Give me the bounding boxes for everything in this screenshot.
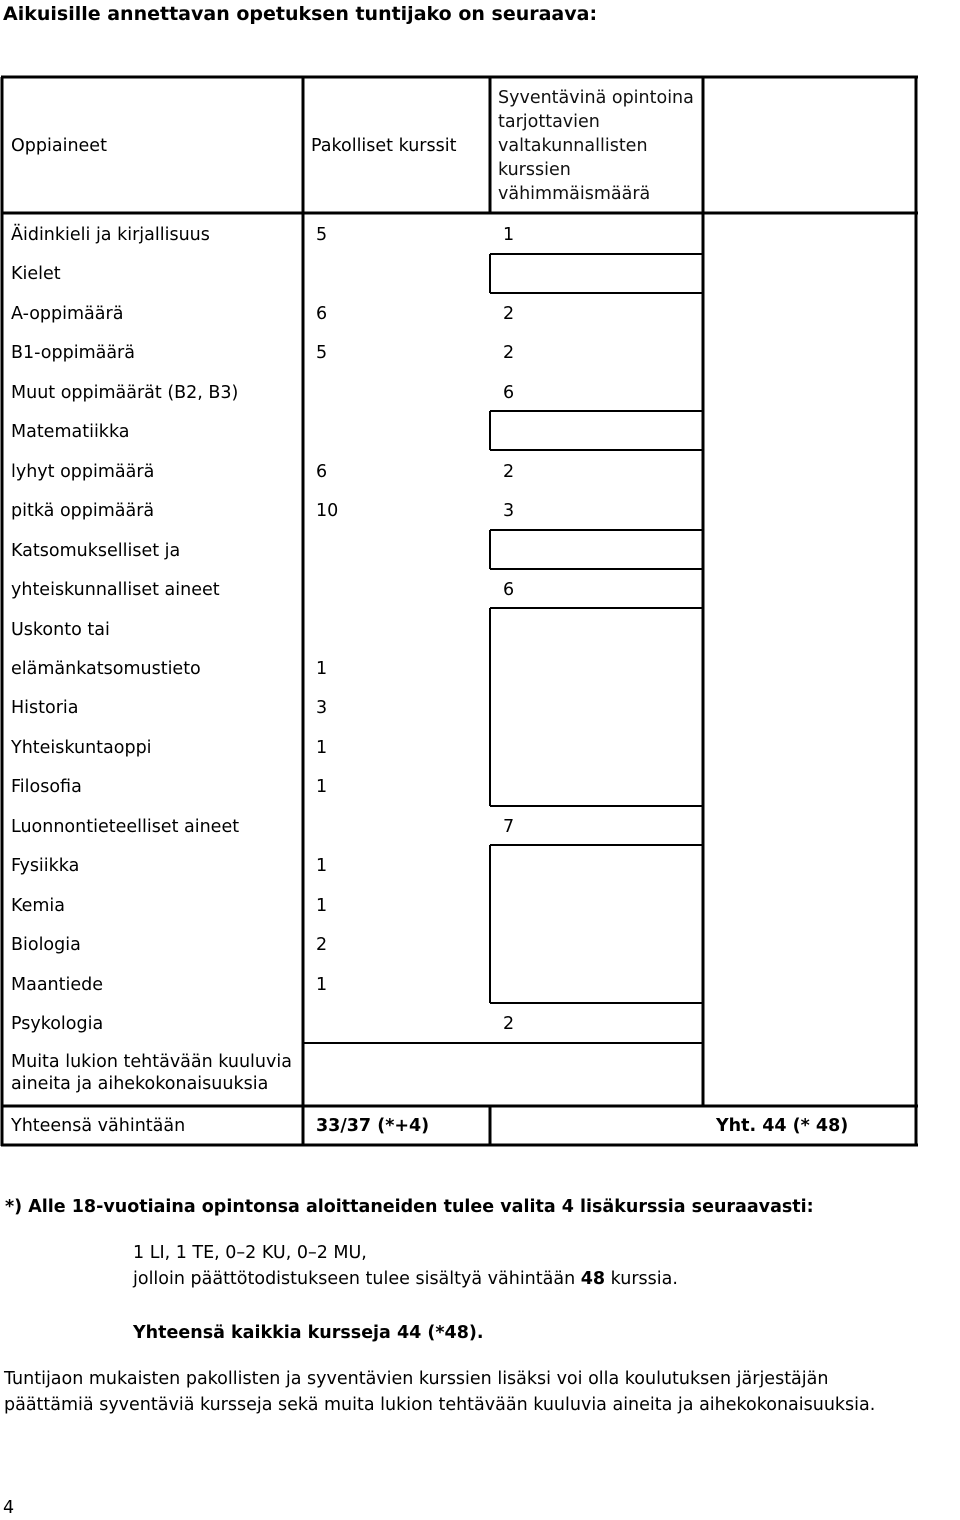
- header-subjects: Oppiaineet: [11, 136, 107, 156]
- footnote-line-2: [133, 1266, 678, 1292]
- footnote-heading: *) Alle 18-vuotiaina opintonsa aloittaneiden tulee valita 4 lisäkurssia seuraavasti:: [5, 1197, 814, 1217]
- row-mandatory: 6: [316, 462, 328, 482]
- footnote-line-2-end: kurssia.: [605, 1269, 678, 1289]
- footnote-total: Yhteensä kaikkia kursseja 44 (*48).: [133, 1323, 484, 1343]
- row-advanced: 2: [503, 304, 515, 324]
- row-subject: lyhyt oppimäärä: [11, 462, 155, 482]
- row-subject: B1-oppimäärä: [11, 343, 135, 363]
- row-advanced: 6: [503, 383, 515, 403]
- row-mandatory: 2: [316, 935, 328, 955]
- row-subject: Fysiikka: [11, 856, 80, 876]
- row-mandatory: 1: [316, 856, 328, 876]
- row-mandatory: 5: [316, 225, 328, 245]
- footnote-min-courses: 48: [580, 1269, 606, 1289]
- row-subject: elämänkatsomustieto: [11, 659, 201, 679]
- page-title: Aikuisille annettavan opetuksen tuntijako on seuraava:: [3, 3, 598, 25]
- row-advanced: 7: [503, 817, 515, 837]
- header-advanced-line: vähimmäismäärä: [498, 184, 651, 204]
- paragraph-line-1: Tuntijaon mukaisten pakollisten ja syventävien kurssien lisäksi voi olla koulutuksen järjestäjän: [4, 1369, 829, 1389]
- row-subject: Kemia: [11, 896, 66, 916]
- row-advanced: 6: [503, 580, 515, 600]
- row-subject: Yhteiskuntaoppi: [11, 738, 152, 758]
- footnote-line-2-text: jolloin päättötodistukseen tulee sisältyä vähintään: [133, 1269, 581, 1289]
- row-mandatory: 1: [316, 896, 328, 916]
- row-subject: Biologia: [11, 935, 81, 955]
- footnote-line-1: 1 LI, 1 TE, 0–2 KU, 0–2 MU,: [133, 1243, 367, 1263]
- row-subject: Maantiede: [11, 975, 104, 995]
- header-mandatory: Pakolliset kurssit: [311, 136, 457, 156]
- row-mandatory: 10: [316, 501, 339, 521]
- row-subject: Kielet: [11, 264, 61, 284]
- page-number: 4: [3, 1498, 15, 1518]
- row-subject: Matematiikka: [11, 422, 130, 442]
- row-mandatory: 1: [316, 975, 328, 995]
- row-subject: Psykologia: [11, 1014, 104, 1034]
- total-label: Yhteensä vähintään: [11, 1116, 186, 1136]
- row-subject: yhteiskunnalliset aineet: [11, 580, 220, 600]
- total-overall: Yht. 44 (* 48): [716, 1116, 849, 1136]
- other-subjects-line: Muita lukion tehtävään kuuluvia: [11, 1052, 292, 1072]
- header-advanced-line: tarjottavien: [498, 112, 600, 132]
- row-subject: Äidinkieli ja kirjallisuus: [11, 225, 210, 245]
- row-subject: pitkä oppimäärä: [11, 501, 155, 521]
- row-mandatory: 1: [316, 738, 328, 758]
- row-subject: Uskonto tai: [11, 620, 110, 640]
- row-advanced: 2: [503, 462, 515, 482]
- row-subject: A-oppimäärä: [11, 304, 124, 324]
- row-mandatory: 1: [316, 777, 328, 797]
- header-advanced-line: valtakunnallisten: [498, 136, 648, 156]
- row-mandatory: 1: [316, 659, 328, 679]
- row-subject: Filosofia: [11, 777, 82, 797]
- row-subject: Historia: [11, 698, 79, 718]
- row-advanced: 3: [503, 501, 515, 521]
- row-advanced: 2: [503, 343, 515, 363]
- paragraph-line-2: päättämiä syventäviä kursseja sekä muita lukion tehtävään kuuluvia aineita ja aihekokonaisuuksia.: [4, 1395, 876, 1415]
- row-mandatory: 6: [316, 304, 328, 324]
- header-advanced-line: kurssien: [498, 160, 571, 180]
- header-advanced-line: Syventävinä opintoina: [498, 88, 694, 108]
- total-mandatory: 33/37 (*+4): [316, 1116, 430, 1136]
- row-subject: Luonnontieteelliset aineet: [11, 817, 240, 837]
- other-subjects-line: aineita ja aihekokonaisuuksia: [11, 1074, 269, 1094]
- row-mandatory: 5: [316, 343, 328, 363]
- row-subject: Katsomukselliset ja: [11, 541, 181, 561]
- row-advanced: 2: [503, 1014, 515, 1034]
- row-advanced: 1: [503, 225, 515, 245]
- header-advanced: [498, 86, 694, 206]
- other-subjects-label: [11, 1051, 292, 1095]
- row-subject: Muut oppimäärät (B2, B3): [11, 383, 239, 403]
- row-mandatory: 3: [316, 698, 328, 718]
